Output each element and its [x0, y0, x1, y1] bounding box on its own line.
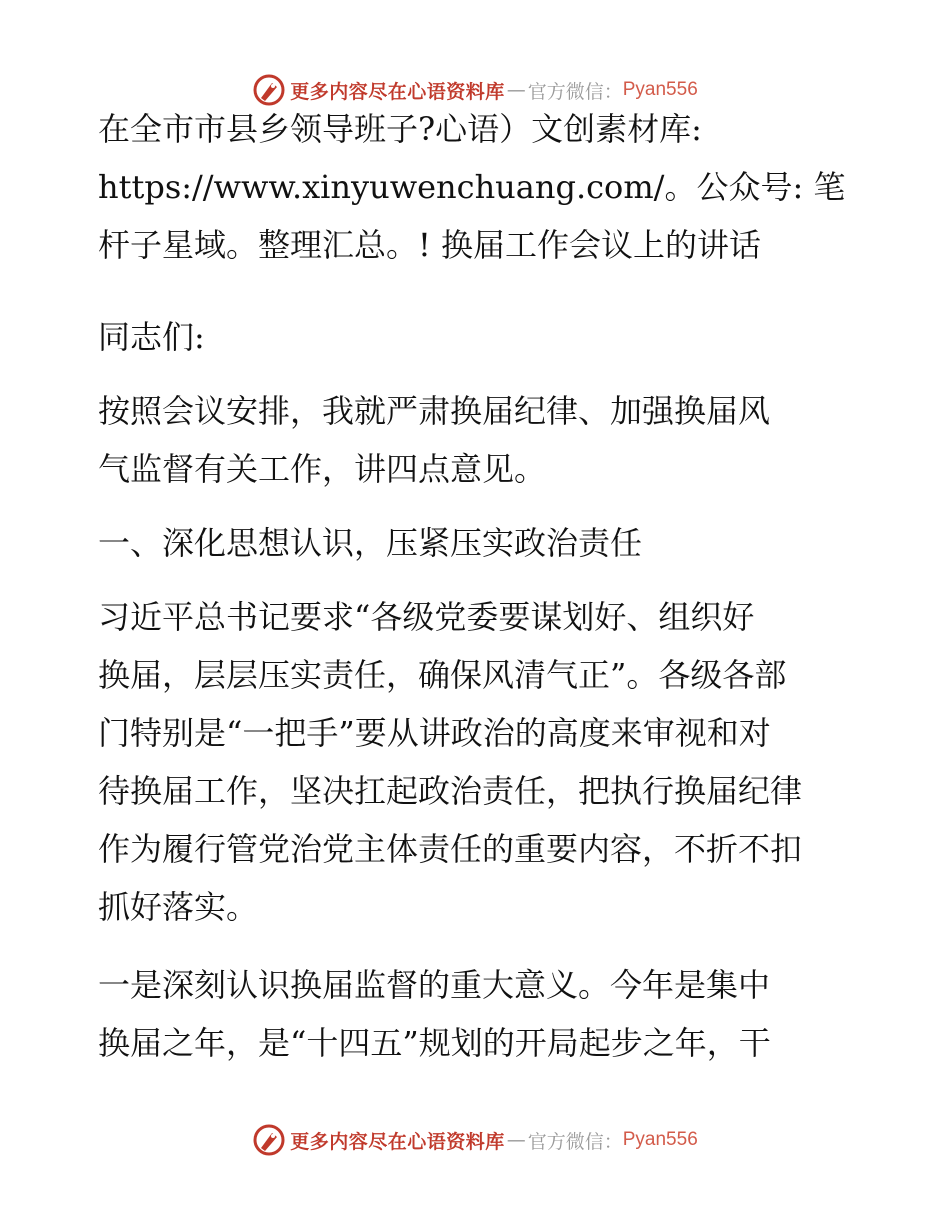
paragraph-2	[98, 956, 858, 1072]
banner-wechat-id: Pyan556	[622, 1129, 698, 1150]
banner-wechat-id: Pyan556	[622, 79, 698, 100]
document-body	[98, 100, 858, 274]
text-line: 作为履行管党治党主体责任的重要内容，不折不扣	[98, 830, 803, 868]
text-line: 杆子星域。整理汇总。! 换届工作会议上的讲话	[98, 226, 762, 264]
text-line: 按照会议安排，我就严肃换届纪律、加强换届风	[98, 392, 771, 430]
banner-separator: —	[506, 1129, 526, 1151]
pen-nib-logo-icon	[252, 1123, 286, 1157]
intro-paragraph	[98, 100, 858, 274]
text-line: 在全市市县乡领导班子?心语）文创素材库:	[98, 110, 702, 148]
text-line: 门特别是“一把手”要从讲政治的高度来审视和对	[98, 714, 771, 752]
paragraph-1	[98, 588, 858, 936]
text-line: 气监督有关工作，讲四点意见。	[98, 450, 547, 488]
text-line: 换届，层层压实责任，确保风清气正”。各级各部	[98, 656, 787, 694]
text-line: 换届之年，是“十四五”规划的开局起步之年，干	[98, 1024, 771, 1062]
banner-wechat-label: 官方微信：	[527, 80, 623, 103]
banner-main-text: 更多内容尽在心语资料库	[290, 80, 505, 103]
text-line: 抓好落实。	[98, 888, 259, 926]
text-line: 习近平总书记要求“各级党委要谋划好、组织好	[98, 598, 755, 636]
greeting-block	[98, 308, 858, 366]
greeting-line: 同志们:	[98, 318, 205, 356]
opening-paragraph	[98, 382, 858, 498]
banner-separator: —	[506, 79, 526, 101]
banner-main-text: 更多内容尽在心语资料库	[290, 1130, 505, 1153]
text-line: 待换届工作，坚决扛起政治责任，把执行换届纪律	[98, 772, 803, 810]
text-line: https://www.xinyuwenchuang.com/。公众号: 笔	[98, 168, 846, 206]
text-line: 一是深刻认识换届监督的重大意义。今年是集中	[98, 966, 771, 1004]
footer-banner	[0, 1120, 950, 1160]
section-heading-1	[98, 514, 858, 572]
banner-wechat-label: 官方微信：	[527, 1130, 623, 1153]
heading-line: 一、深化思想认识，压紧压实政治责任	[98, 524, 643, 562]
